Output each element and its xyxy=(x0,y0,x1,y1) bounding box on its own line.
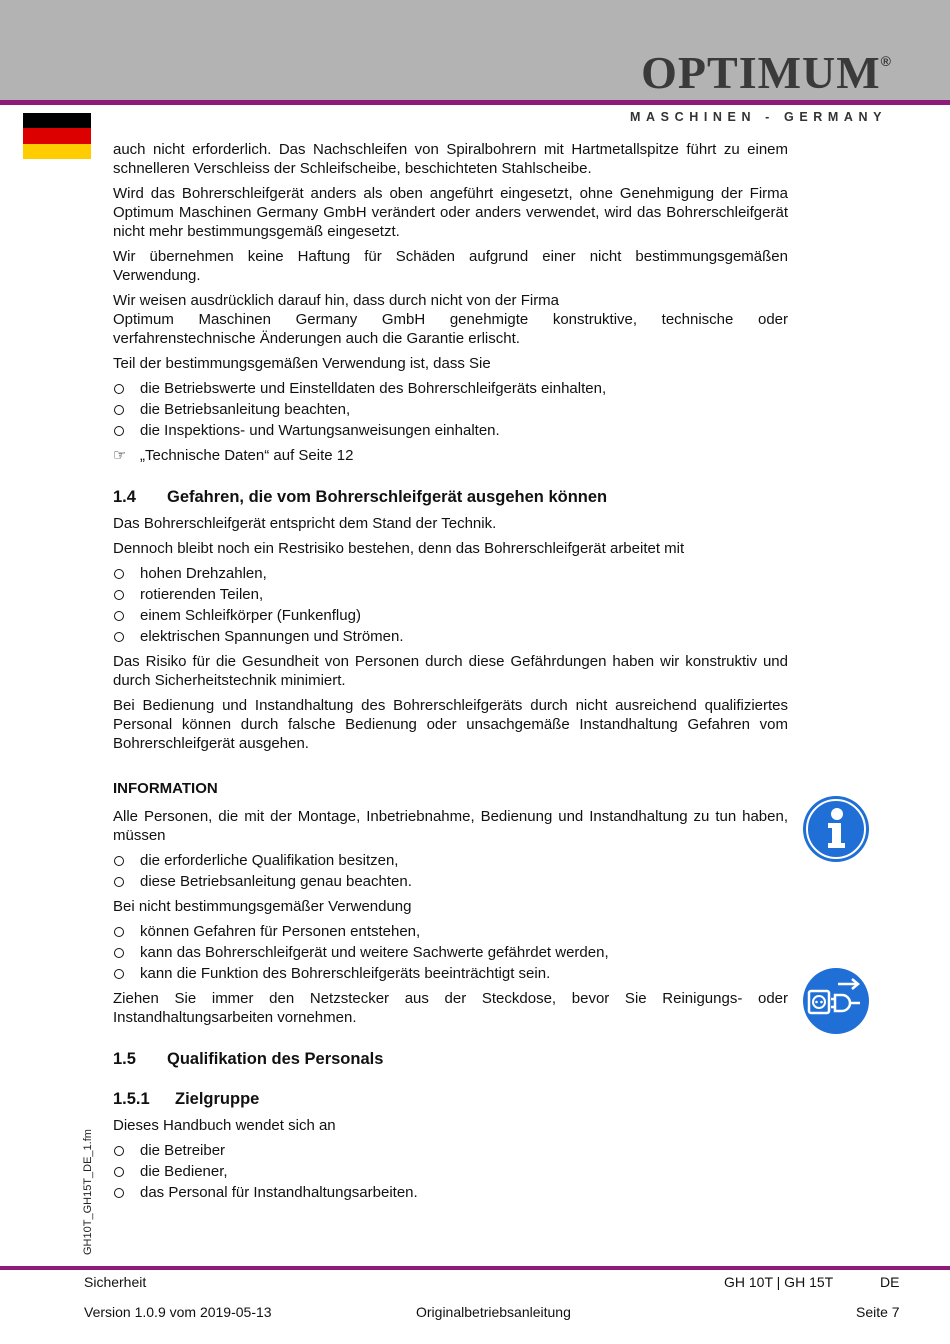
information-title: INFORMATION xyxy=(113,780,218,797)
paragraph: Wir übernehmen keine Haftung für Schäden aufgrund einer nicht bestimmungsgemäßen Verwendung. xyxy=(113,248,788,284)
bullet-icon xyxy=(114,611,124,621)
footer-language: DE xyxy=(880,1274,900,1290)
paragraph: Dennoch bleibt noch ein Restrisiko bestehen, denn das Bohrerschleifgerät arbeitet mit xyxy=(113,540,685,557)
list-item: die Betriebswerte und Einstelldaten des Bohrerschleifgeräts einhalten, xyxy=(113,379,788,398)
bullet-icon xyxy=(114,877,124,887)
list-misuse xyxy=(113,922,788,983)
paragraph: Bei Bedienung und Instandhaltung des Bohrerschleifgeräts durch nicht ausreichend qualifiziertes Personal können durch falsche Bedienung oder unsachgemäße Instandhaltung Gefahren vom Bohrerschleifgerät ausgehen. xyxy=(113,697,788,752)
page-content xyxy=(113,140,788,1208)
source-filename: GH10T_GH15T_DE_1.fm xyxy=(82,1129,94,1255)
bullet-icon xyxy=(114,1146,124,1156)
list-item: rotierenden Teilen, xyxy=(113,585,788,604)
list-item: elektrischen Spannungen und Strömen. xyxy=(113,627,788,646)
list-item: kann das Bohrerschleifgerät und weitere Sachwerte gefährdet werden, xyxy=(113,943,788,962)
paragraph: Das Risiko für die Gesundheit von Personen durch diese Gefährdungen haben wir konstruktiv und durch Sicherheitstechnik minimiert. xyxy=(113,653,788,689)
list-usage xyxy=(113,379,788,440)
list-item: die Bediener, xyxy=(113,1162,788,1181)
footer-document-type: Originalbetriebsanleitung xyxy=(416,1304,571,1320)
page-number: Seite 7 xyxy=(856,1304,900,1320)
brand-logo: OPTIMUM® xyxy=(641,47,892,98)
footer-models: GH 10T | GH 15T xyxy=(724,1274,834,1290)
list-qualification xyxy=(113,851,788,891)
german-flag-icon xyxy=(23,113,91,159)
cross-reference-link[interactable]: ☞ „Technische Daten“ auf Seite 12 xyxy=(113,447,354,464)
information-icon xyxy=(802,795,870,863)
paragraph: Bei nicht bestimmungsgemäßer Verwendung xyxy=(113,898,412,915)
unplug-mains-icon xyxy=(802,967,870,1035)
bullet-icon xyxy=(114,1188,124,1198)
bullet-icon xyxy=(114,569,124,579)
section-heading-1-5-1: 1.5.1 Zielgruppe xyxy=(113,1090,260,1108)
list-item: einem Schleifkörper (Funkenflug) xyxy=(113,606,788,625)
list-item: die Betriebsanleitung beachten, xyxy=(113,400,788,419)
bullet-icon xyxy=(114,1167,124,1177)
paragraph: Dieses Handbuch wendet sich an xyxy=(113,1117,336,1134)
list-audience xyxy=(113,1141,788,1202)
bullet-icon xyxy=(114,590,124,600)
paragraph: Das Bohrerschleifgerät entspricht dem Stand der Technik. xyxy=(113,515,497,532)
bullet-icon xyxy=(114,384,124,394)
list-item: das Personal für Instandhaltungsarbeiten. xyxy=(113,1183,788,1202)
paragraph: Alle Personen, die mit der Montage, Inbetriebnahme, Bedienung und Instandhaltung zu tun haben, müssen xyxy=(113,808,788,844)
list-item: die Betreiber xyxy=(113,1141,788,1160)
header-divider xyxy=(0,100,950,105)
list-item: die Inspektions- und Wartungsanweisungen einhalten. xyxy=(113,421,788,440)
section-heading-1-5: 1.5 Qualifikation des Personals xyxy=(113,1050,384,1068)
bullet-icon xyxy=(114,426,124,436)
bullet-icon xyxy=(114,856,124,866)
footer-section: Sicherheit xyxy=(84,1274,147,1290)
bullet-icon xyxy=(114,405,124,415)
paragraph: Wird das Bohrerschleifgerät anders als oben angeführt eingesetzt, ohne Genehmigung der Firma Optimum Maschinen Germany GmbH verändert oder anders verwendet, wird das Bohrerschleifgerät nicht mehr bestimmungsgemäß eingesetzt. xyxy=(113,185,788,240)
paragraph: Optimum Maschinen Germany GmbH genehmigte konstruktive, technische oder verfahrenstechnische Änderungen auch die Garantie erlischt. xyxy=(113,311,788,347)
list-item: können Gefahren für Personen entstehen, xyxy=(113,922,788,941)
section-heading-1-4: 1.4 Gefahren, die vom Bohrerschleifgerät ausgehen können xyxy=(113,488,608,506)
bullet-icon xyxy=(114,632,124,642)
paragraph: Ziehen Sie immer den Netzstecker aus der Steckdose, bevor Sie Reinigungs- oder Instandhaltungsarbeiten vornehmen. xyxy=(113,990,788,1026)
list-item: kann die Funktion des Bohrerschleifgeräts beeinträchtigt sein. xyxy=(113,964,788,983)
paragraph: Wir weisen ausdrücklich darauf hin, dass durch nicht von der Firma xyxy=(113,292,560,309)
footer-version: Version 1.0.9 vom 2019-05-13 xyxy=(84,1304,272,1320)
bullet-icon xyxy=(114,948,124,958)
footer-divider xyxy=(0,1266,950,1270)
brand-subtitle: MASCHINEN - GERMANY xyxy=(630,110,888,124)
paragraph: Teil der bestimmungsgemäßen Verwendung ist, dass Sie xyxy=(113,355,491,372)
pointing-hand-icon: ☞ xyxy=(113,447,127,464)
list-risks xyxy=(113,564,788,646)
list-item: hohen Drehzahlen, xyxy=(113,564,788,583)
bullet-icon xyxy=(114,969,124,979)
bullet-icon xyxy=(114,927,124,937)
list-item: die erforderliche Qualifikation besitzen, xyxy=(113,851,788,870)
paragraph: auch nicht erforderlich. Das Nachschleifen von Spiralbohrern mit Hartmetallspitze führt zu einem schnelleren Verschleiss der Schleifscheibe, beschichteten Stahlscheibe. xyxy=(113,141,788,177)
list-item: diese Betriebsanleitung genau beachten. xyxy=(113,872,788,891)
